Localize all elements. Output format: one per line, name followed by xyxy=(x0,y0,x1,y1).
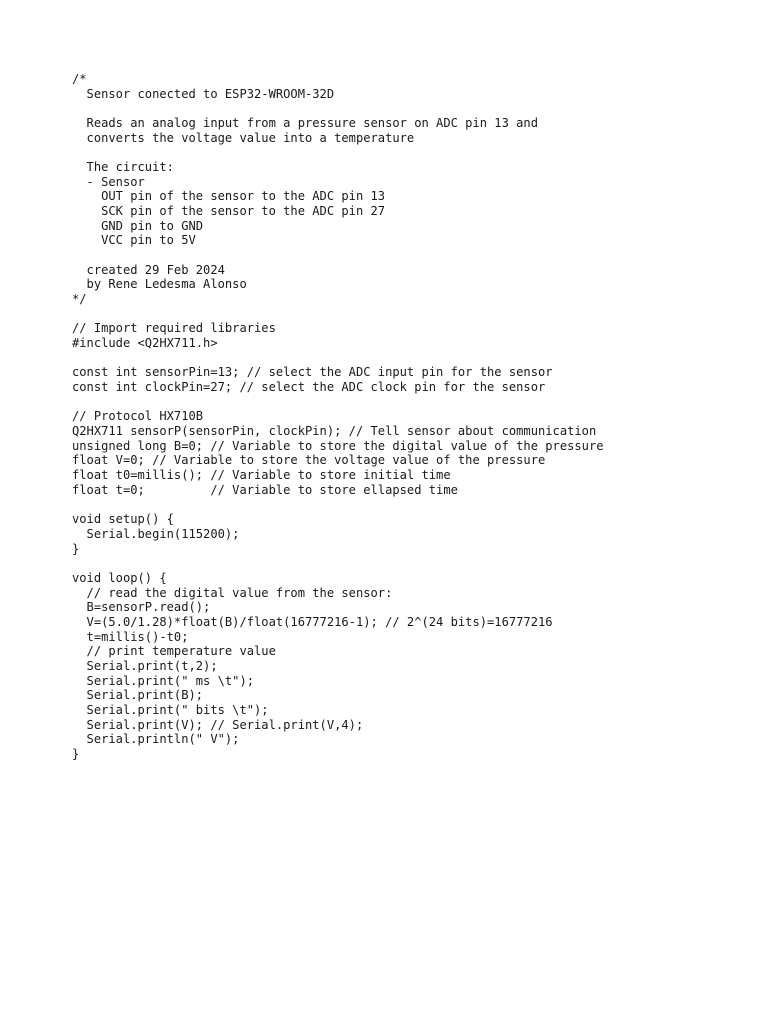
code-line xyxy=(72,497,732,512)
code-line: OUT pin of the sensor to the ADC pin 13 xyxy=(72,189,386,204)
code-line: Reads an analog input from a pressure sensor on ADC pin 13 and xyxy=(72,116,538,131)
code-line: // Import required libraries xyxy=(72,321,276,336)
code-line: Sensor conected to ESP32-WROOM-32D xyxy=(72,86,335,101)
code-line: VCC pin to 5V xyxy=(72,233,196,248)
code-line xyxy=(72,351,732,366)
code-line: The circuit: xyxy=(72,160,174,175)
code-line: GND pin to GND xyxy=(72,218,204,233)
code-line: } xyxy=(72,746,80,761)
code-line xyxy=(72,556,732,571)
code-line: float t0=millis(); // Variable to store initial time xyxy=(72,468,451,483)
code-line: Serial.print(B); xyxy=(72,688,204,703)
code-line: Serial.print(" bits \t"); xyxy=(72,702,269,717)
code-line: B=sensorP.read(); xyxy=(72,600,211,615)
code-line: Serial.print(V); // Serial.print(V,4); xyxy=(72,717,364,732)
code-line xyxy=(72,101,732,116)
code-line: const int clockPin=27; // select the ADC clock pin for the sensor xyxy=(72,380,546,395)
code-line xyxy=(72,307,732,322)
code-line: float t=0; // Variable to store ellapsed time xyxy=(72,482,458,497)
code-line: Serial.print(" ms \t"); xyxy=(72,673,255,688)
code-line: SCK pin of the sensor to the ADC pin 27 xyxy=(72,204,386,219)
code-line: by Rene Ledesma Alonso xyxy=(72,277,247,292)
code-line: */ xyxy=(72,292,87,307)
code-line: const int sensorPin=13; // select the ADC input pin for the sensor xyxy=(72,365,553,380)
code-line xyxy=(72,395,732,410)
code-line: void loop() { xyxy=(72,570,167,585)
code-line: Serial.print(t,2); xyxy=(72,658,218,673)
code-line: V=(5.0/1.28)*float(B)/float(16777216-1); // 2^(24 bits)=16777216 xyxy=(72,614,553,629)
code-line: Serial.println(" V"); xyxy=(72,732,240,747)
code-line: created 29 Feb 2024 xyxy=(72,262,225,277)
code-line: #include <Q2HX711.h> xyxy=(72,336,218,351)
code-line xyxy=(72,248,732,263)
code-line: t=millis()-t0; xyxy=(72,629,189,644)
code-line xyxy=(72,145,732,160)
code-line: void setup() { xyxy=(72,512,174,527)
code-line: float V=0; // Variable to store the voltage value of the pressure xyxy=(72,453,546,468)
code-line: - Sensor xyxy=(72,174,145,189)
code-listing xyxy=(72,72,732,762)
code-line: Serial.begin(115200); xyxy=(72,526,240,541)
code-line: unsigned long B=0; // Variable to store the digital value of the pressure xyxy=(72,438,604,453)
code-line: // read the digital value from the sensor: xyxy=(72,585,393,600)
code-line: /* xyxy=(72,72,87,86)
code-line: // Protocol HX710B xyxy=(72,409,204,424)
code-line: converts the voltage value into a temperature xyxy=(72,130,415,145)
code-line: // print temperature value xyxy=(72,644,276,659)
code-line: } xyxy=(72,541,80,556)
code-line: Q2HX711 sensorP(sensorPin, clockPin); // Tell sensor about communication xyxy=(72,424,597,439)
